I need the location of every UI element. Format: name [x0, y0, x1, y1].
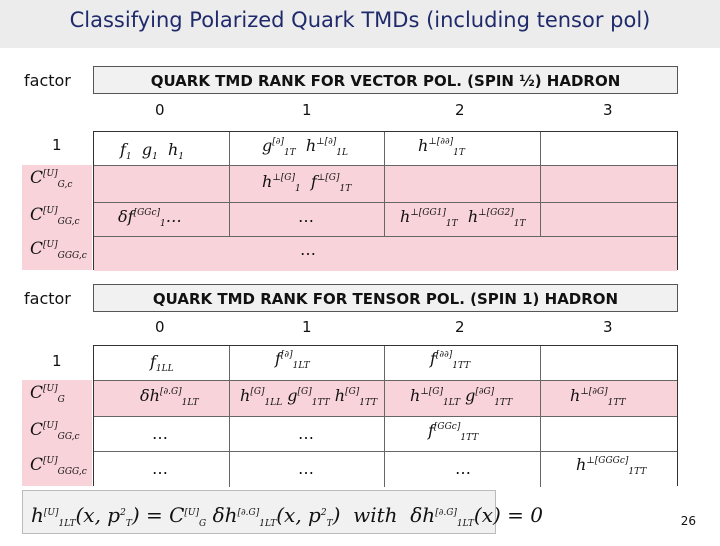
tmd-tensor-rank2-g: $h^{\perp[G]}_{1LT}$ $g[\partial G]_{1TT}$ — [410, 386, 513, 408]
tmd-f1tt-dd: $f[\partial\partial]_{1TT}$ — [430, 349, 471, 371]
tensor-rank-1: 1 — [302, 318, 312, 336]
tensor-factor-one: 1 — [52, 352, 62, 370]
tensor-rank-2: 2 — [455, 318, 465, 336]
vector-rank-1: 1 — [302, 101, 312, 119]
tensor-rank-0: 0 — [155, 318, 165, 336]
tmd-h1t-dd: $h^{\perp[\partial\partial]}_{1T}$ — [418, 136, 465, 158]
tmd-h1-f1t-g: $h^{\perp[G]}_1$ $f^{\perp[G]}_{1T}$ — [262, 172, 352, 194]
vector-rank-3: 3 — [603, 101, 613, 119]
slide-title: Classifying Polarized Quark TMDs (including tensor pol) — [69, 8, 651, 32]
vector-ellipsis-ggg: … — [300, 240, 316, 259]
page-number: 26 — [680, 514, 696, 528]
tensor-ellipsis-r0-gg: … — [152, 424, 168, 443]
factor-cgggc: $C[U]_{GGG,c}$ — [30, 239, 87, 261]
factor-cgggc-tensor: $C[U]_{GGG,c}$ — [30, 455, 87, 477]
tmd-h1t-gg: $h^{\perp[GG1]}_{1T}$ $h^{\perp[GG2]}_{1T}$ — [400, 207, 526, 229]
factor-cggc: $C[U]_{GG,c}$ — [30, 205, 80, 227]
vector-rank-0: 0 — [155, 101, 165, 119]
tensor-ellipsis-r1-ggg: … — [298, 459, 314, 478]
tmd-f1tt-ggc: $f[GGc]_{1TT}$ — [428, 421, 479, 443]
tmd-delta-h1lt: $\delta h[\partial.G]_{1LT}$ — [140, 386, 199, 408]
tensor-rank-3: 3 — [603, 318, 613, 336]
tensor-header: QUARK TMD RANK FOR TENSOR POL. (SPIN 1) HADRON — [93, 284, 678, 312]
vector-header: QUARK TMD RANK FOR VECTOR POL. (SPIN ½) HADRON — [93, 66, 678, 94]
tmd-g1t-h1l: $g[\partial]_{1T}$ $h^{\perp[\partial]}_{1L}$ — [262, 136, 348, 158]
vector-ellipsis-rank1: … — [298, 207, 314, 226]
tmd-delta-f1-ggc: $\delta f[GGc]_1\dots$ — [118, 207, 182, 229]
formula-box: $h[U]_{1LT}(x$, $p^2_T) = C[U]_G$ $\delta h[\partial.G]_{1LT}(x$, $p^2_T$) with $\delta h[\partial.G]_{1LT}(x) = 0$ — [22, 490, 496, 534]
tmd-h1tt-gggc: $h^{\perp[GGGc]}_{1TT}$ — [576, 455, 647, 477]
factor-cggc-tensor: $C[U]_{GG,c}$ — [30, 420, 80, 442]
factor-cgc: $C[U]_{G,c}$ — [30, 168, 73, 190]
tmd-tensor-rank1-g: $h[G]_{1LL}$ $g[G]_{1TT}$ $h[G]_{1TT}$ — [240, 386, 378, 408]
factor-label-vector: factor — [24, 71, 71, 90]
factor-label-tensor: factor — [24, 289, 71, 308]
tensor-ellipsis-r1-gg: … — [298, 424, 314, 443]
tmd-f1-g1-h1: $f_1$ $g_1$ $h_1$ — [120, 140, 185, 162]
tensor-ellipsis-r0-ggg: … — [152, 459, 168, 478]
tensor-ellipsis-r2-ggg: … — [455, 459, 471, 478]
factor-cg: $C[U]_G$ — [30, 383, 65, 405]
tmd-f1ll: $f_{1LL}$ — [150, 352, 174, 374]
vector-rank-2: 2 — [455, 101, 465, 119]
tmd-h1tt-dg: $h^{\perp[\partial G]}_{1TT}$ — [570, 386, 626, 408]
tmd-f1lt-d: $f[\partial]_{1LT}$ — [275, 349, 310, 371]
vector-factor-one: 1 — [52, 136, 62, 154]
